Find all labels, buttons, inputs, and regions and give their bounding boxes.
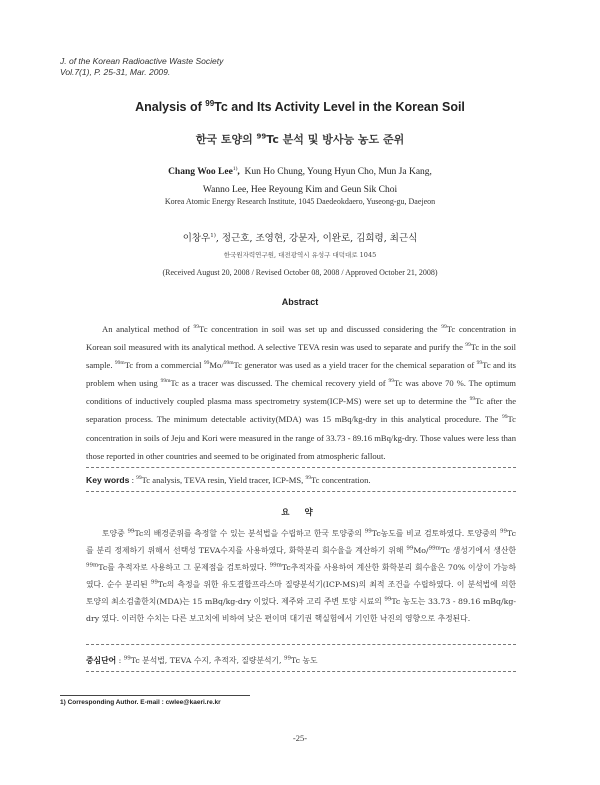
title-text-post: Tc and Its Activity Level in the Korean Soil [214,100,465,114]
korean-abstract-heading: 요 약 [281,508,319,518]
journal-name: J. of the Korean Radioactive Waste Society [60,56,224,66]
co-authors-line-1: Kun Ho Chung, Young Hyun Cho, Mun Ja Kang, [244,167,432,177]
divider-dashed [86,467,516,468]
paper-title [0,100,600,114]
title-text-pre: Analysis of [135,100,206,114]
korean-keywords: 중심단어 : $^{99}$Tc 분석법, TEVA 수지, 추적자, 질량분석기, $^{99}$Tc 농도 [86,655,318,665]
korean-lead-author: 이창우 [182,233,211,244]
korean-author-list [0,230,600,244]
korean-title-pre: 한국 토양의 [195,133,257,146]
keywords: Key words : $^{99}$Tc analysis, TEVA resin, Yield tracer, ICP-MS, $^{99}$Tc concentration. [86,475,371,485]
lead-author: Chang Woo Lee [168,167,233,177]
korean-affiliation: 한국원자력연구원, 대전광역시 유성구 대덕대로 1045 [223,251,377,259]
lead-author-separator: , [237,167,240,177]
abstract-heading: Abstract [281,297,319,307]
abstract-body: An analytical method of $^{99}$Tc concentration in soil was set up and discussed considering the $^{99}$Tc concentration in Korean soil measured with its analytical method. A selective TEVA resin was used to separate and purify the $^{99}$Tc in the soil sample. $^{99m}$Tc from a commercial $^{99}$Mo/$^{99m}$Tc generator was used as a yield tracer for the chemical separation of $^{99}$Tc and its problem when using $^{99m}$Tc as a tracer was discussed. The chemical recovery yield of $^{99}$Tc was above 70 %. The optimum conditions of inductively coupled plasma mass spectrometry system(ICP-MS) were set up to determine the $^{99}$Tc after the separation process. The minimum detectable activity(MDA) was 15 mBq/kg-dry in this analytical procedure. The $^{99}$Tc concentration in soils of Jeju and Kori were measured in the range of 33.73 - 89.16 mBq/kg-dry. Those values were less than those reported in other countries and seemed to be originated from atmospheric fallout. [86,324,517,461]
footnote-corresponding-author: 1) Corresponding Author. E-mail : cwlee@kaeri.re.kr [60,699,221,706]
journal-citation [60,56,223,78]
journal-volume: Vol.7(1), P. 25-31, Mar. 2009. [60,67,171,77]
author-line-2: Wanno Lee, Hee Reyoung Kim and Geun Sik Choi [202,185,398,195]
divider-dashed [86,644,516,645]
author-list [100,163,500,199]
keywords-label: Key words [86,475,130,485]
lead-author-mark: 1) [232,165,238,172]
korean-co-authors: , 정근호, 조영현, 강문자, 이완로, 김희령, 최근식 [215,233,418,244]
korean-abstract-body: 토양중 $^{99}$Tc의 배경준위를 측정할 수 있는 분석법을 수립하고 한국 토양중의 $^{99}$Tc농도를 비교 검토하였다. 토양중의 $^{99}$Tc를 분리 정제하기 위해서 선택성 TEVA수지를 사용하였다, 화학분리 회수율을 계산하기 위해 $^{99}$Mo/$^{99m}$Tc 생성기에서 생산한 $^{99m}$Tc를 추적자로 사용하고 그 문제점을 검토하였다. $^{99m}$Tc추적자를 사용하여 계산한 화학분리 회수율은 70% 이상이 가능하였다. 순수 분리된 $^{99}$Tc의 측정을 위한 유도결합프라스마 질량분석기(ICP-MS)의 최적 조건을 수립하였다. 이 분석법에 의한 토양의 최소검출한치(MDA)는 15 mBq/kg-dry 이었다. 제주와 고리 주변 토양 시료의 $^{99}$Tc 농도는 33.73 - 89.16 mBq/kg-dry 였다. 이러한 수치는 다른 보고치에 비하여 낮은 편이며 대기권 핵실험에서 기인한 낙진의 영향으로 추정된다. [86,528,517,623]
korean-keywords-label: 중심단어 [86,656,117,665]
author-line-1 [100,163,500,181]
korean-title-post: Tc 분석 및 방사능 농도 준위 [266,133,405,146]
page-number: -25- [292,733,308,743]
korean-lead-author-mark: 1) [210,232,216,239]
korean-title-superscript: 99 [256,132,267,141]
affiliation: Korea Atomic Energy Research Institute, 1045 Daedeokdaero, Yuseong-gu, Daejeon [164,197,436,206]
divider-dashed [86,671,516,672]
received-dates: (Received August 20, 2008 / Revised October 08, 2008 / Approved October 21, 2008) [162,268,438,277]
korean-title [0,131,600,147]
title-superscript: 99 [205,98,215,108]
footnote-rule [60,695,250,696]
divider-dashed [86,491,516,492]
